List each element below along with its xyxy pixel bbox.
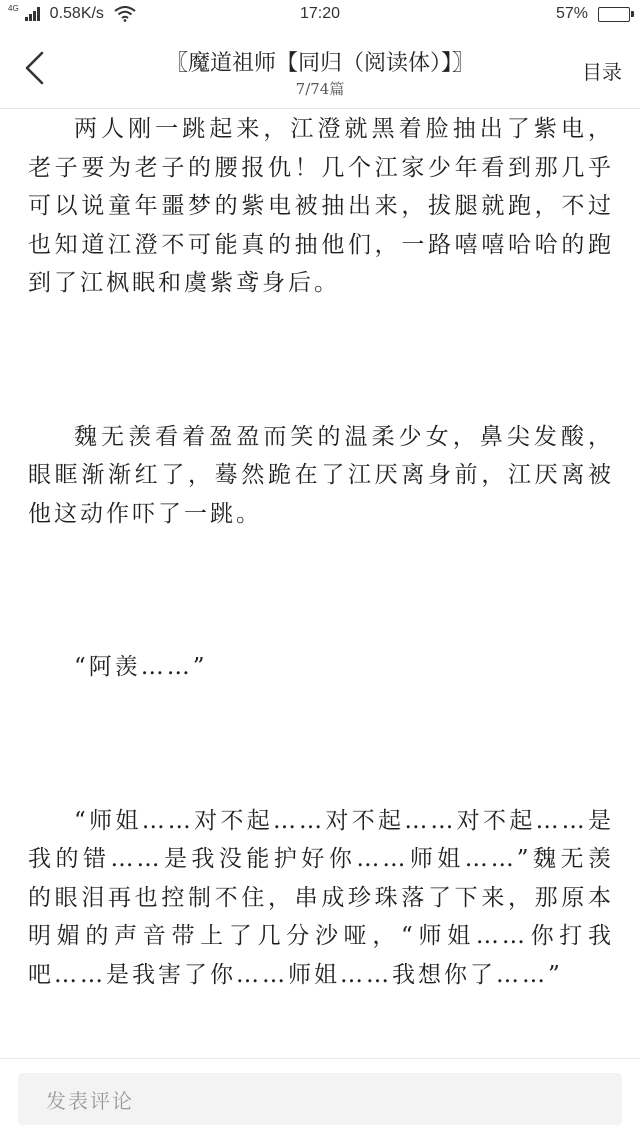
status-right — [556, 5, 630, 23]
reader-header — [0, 32, 640, 109]
paragraph: 魏无羡看着盈盈而笑的温柔少女，鼻尖发酸，眼眶渐渐红了，蓦然跪在了江厌离身前，江厌离被他这动作吓了一跳。 — [28, 423, 614, 527]
battery-percent: 57% — [555, 5, 588, 22]
paragraph: “阿羡……” — [74, 654, 208, 680]
network-speed: 0.58K/s — [49, 5, 104, 22]
toc-button[interactable]: 目录 — [582, 60, 622, 84]
comment-bar — [0, 1058, 640, 1139]
battery-icon — [598, 7, 630, 22]
paragraph: 两人刚一跳起来，江澄就黑着脸抽出了紫电，老子要为老子的腰报仇！几个江家少年看到那几乎可以说童年噩梦的紫电被抽出来，拔腿就跑，不过也知道江澄不可能真的抽他们，一路嘻嘻哈哈的跑到了江枫眠和虞紫鸢身后。 — [28, 116, 614, 296]
status-time: 17:20 — [299, 5, 341, 22]
reading-content — [28, 108, 614, 1056]
network-type: 4G — [8, 4, 19, 13]
chapter-progress: 7/74篇 — [295, 80, 345, 98]
paragraph: “师姐……对不起……对不起……对不起……是我的错……是我没能护好你……师姐……”魏无羡的眼泪再也控制不住，串成珍珠落了下来，那原本明媚的声音带上了几分沙哑，“师姐……你打我吧……是我害了你……师姐……我想你了……” — [28, 807, 614, 988]
page-title: 〖魔道祖师【同归（阅读体）】〗 — [165, 51, 474, 76]
status-bar — [0, 0, 640, 32]
comment-input[interactable]: 发表评论 — [18, 1073, 622, 1125]
